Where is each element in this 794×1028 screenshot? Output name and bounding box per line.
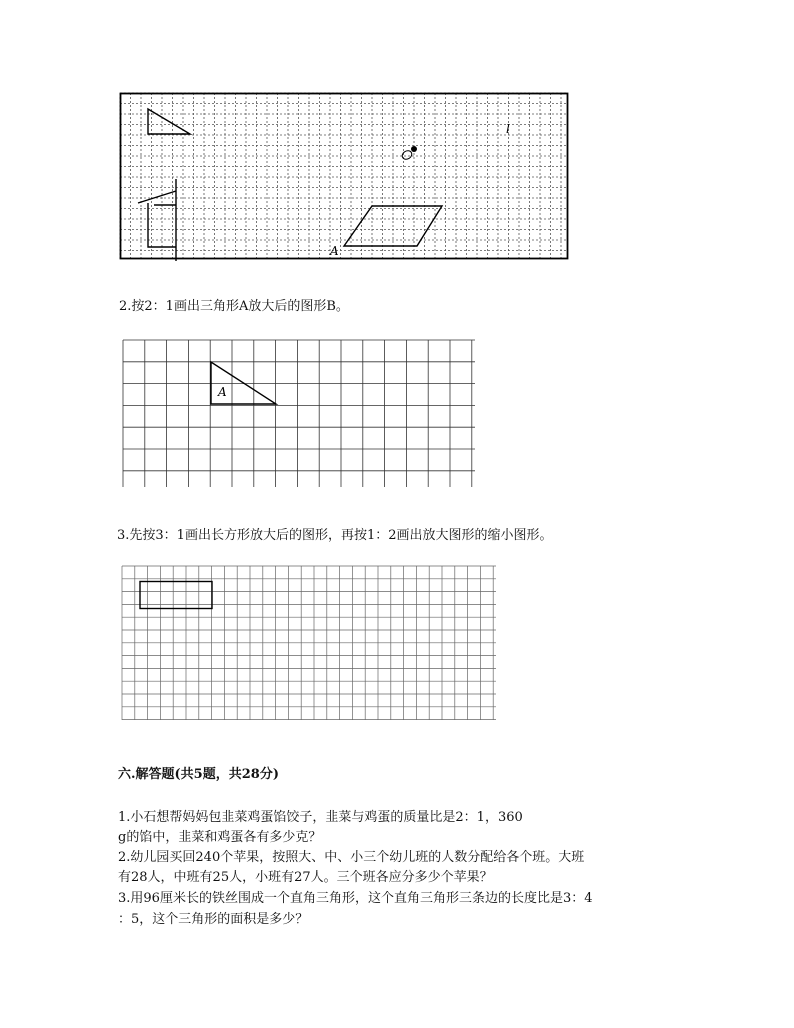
- rotated-shape: [138, 191, 176, 203]
- problem-1-line-1: 1.小石想帮妈妈包韭菜鸡蛋馅饺子，韭菜与鸡蛋的质量比是2：1，360: [118, 810, 523, 825]
- figure1-grid: [120, 93, 570, 261]
- figure3-grid: [122, 566, 498, 722]
- question-3-text: 3.先按3：1画出长方形放大后的图形，再按1：2画出放大图形的缩小图形。: [117, 528, 553, 543]
- rotation-point-icon: [411, 146, 417, 152]
- label-l: l: [506, 122, 510, 136]
- point-o-marker: [401, 149, 414, 161]
- problem-3-line-2: ：5，这个三角形的面积是多少？: [118, 912, 309, 927]
- triangle-shape: [148, 109, 190, 134]
- problem-2-line-2: 有28人，中班有25人，小班有27人。三个班各应分多少个苹果？: [118, 870, 493, 885]
- figure2-grid: [123, 340, 477, 490]
- section-6-title: 六.解答题(共5题，共28分): [118, 767, 279, 782]
- label-a: A: [330, 244, 339, 258]
- problem-3-line-1: 3.用96厘米长的铁丝围成一个直角三角形，这个直角三角形三条边的长度比是3：4: [118, 891, 593, 906]
- problem-2-line-1: 2.幼儿园买回240个苹果，按照大、中、小三个幼儿班的人数分配给各个班。大班: [118, 850, 585, 865]
- question-2-text: 2.按2：1画出三角形A放大后的图形B。: [119, 299, 349, 314]
- problem-1-line-2: g的馅中，韭菜和鸡蛋各有多少克？: [118, 830, 322, 845]
- triangle-a-label: A: [218, 385, 227, 399]
